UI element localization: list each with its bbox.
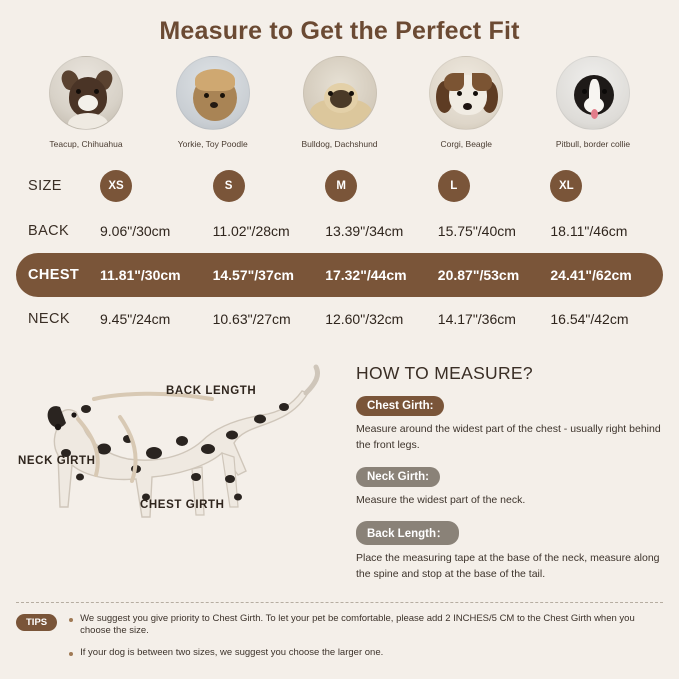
breed-row bbox=[0, 56, 679, 149]
how-to-item-back bbox=[356, 521, 663, 583]
page-title: Measure to Get the Perfect Fit bbox=[159, 17, 520, 45]
how-to-item-chest bbox=[356, 396, 663, 454]
breed-item bbox=[410, 56, 522, 149]
size-cell bbox=[100, 170, 213, 202]
bullet-icon bbox=[69, 652, 73, 656]
table-row-size bbox=[16, 163, 663, 209]
measurement-cell: 11.81"/30cm bbox=[100, 267, 181, 283]
breed-item bbox=[157, 56, 269, 149]
tips-section bbox=[16, 602, 663, 669]
breed-item bbox=[537, 56, 649, 149]
row-label: BACK bbox=[28, 223, 70, 239]
size-badge: XS bbox=[100, 170, 132, 202]
tips-list bbox=[57, 613, 663, 669]
size-cell bbox=[325, 170, 438, 202]
pug-photo bbox=[303, 56, 377, 130]
neck-girth-pill: Neck Girth: bbox=[356, 467, 440, 487]
breed-item bbox=[284, 56, 396, 149]
measurement-cell: 17.32"/44cm bbox=[325, 267, 407, 283]
chest-girth-text: Measure around the widest part of the chest - usually right behind the front legs. bbox=[356, 423, 661, 451]
size-badge: S bbox=[213, 170, 245, 202]
row-label: SIZE bbox=[28, 178, 62, 194]
size-cell bbox=[550, 170, 663, 202]
measurement-cell: 16.54"/42cm bbox=[550, 311, 629, 327]
chest-girth-label: CHEST GIRTH bbox=[140, 499, 225, 511]
back-length-label: BACK LENGTH bbox=[166, 385, 257, 397]
measurement-cell: 11.02"/28cm bbox=[212, 223, 290, 239]
measurement-cell: 14.57"/37cm bbox=[212, 267, 294, 283]
tip-item bbox=[69, 613, 663, 639]
measurement-cell: 18.11"/46cm bbox=[550, 223, 628, 239]
tips-badge: TIPS bbox=[16, 614, 57, 631]
table-row-neck bbox=[16, 297, 663, 341]
size-badge: XL bbox=[550, 170, 582, 202]
breed-caption: Corgi, Beagle bbox=[440, 139, 492, 149]
lower-section bbox=[0, 357, 679, 596]
neck-girth-text: Measure the widest part of the neck. bbox=[356, 493, 526, 506]
measurement-cell: 12.60"/32cm bbox=[325, 311, 404, 327]
tip-item bbox=[69, 647, 663, 660]
measurement-cell: 13.39"/34cm bbox=[325, 223, 404, 239]
breed-caption: Yorkie, Toy Poodle bbox=[177, 139, 248, 149]
chest-girth-pill: Chest Girth: bbox=[356, 396, 444, 416]
breed-caption: Bulldog, Dachshund bbox=[301, 139, 378, 149]
measurement-cell: 14.17"/36cm bbox=[437, 311, 516, 327]
measurement-cell: 20.87"/53cm bbox=[437, 267, 520, 283]
size-cell bbox=[438, 170, 551, 202]
size-table bbox=[0, 163, 679, 341]
row-label: NECK bbox=[28, 311, 70, 327]
border-collie-photo bbox=[556, 56, 630, 130]
breed-caption: Pitbull, border collie bbox=[555, 139, 631, 149]
tip-text: If your dog is between two sizes, we suggest you choose the larger one. bbox=[80, 647, 384, 659]
dog-measurement-diagram bbox=[16, 357, 346, 582]
back-length-pill: Back Length： bbox=[356, 521, 459, 545]
row-label: CHEST bbox=[28, 267, 80, 283]
tip-text: We suggest you give priority to Chest Girth. To let your pet be comfortable, please add 2 INCHES/5 CM to the Chest Girth when you choose the size. bbox=[80, 612, 635, 637]
back-length-text: Place the measuring tape at the base of the neck, measure along the spine and stop at the base of the tail. bbox=[356, 552, 660, 580]
table-row-chest bbox=[16, 253, 663, 297]
how-to-item-neck bbox=[356, 467, 663, 509]
measurement-cell: 15.75"/40cm bbox=[437, 223, 516, 239]
chihuahua-photo bbox=[49, 56, 123, 130]
measurement-cell: 10.63"/27cm bbox=[212, 311, 291, 327]
size-badge: M bbox=[325, 170, 357, 202]
how-to-heading: HOW TO MEASURE? bbox=[356, 363, 533, 383]
size-cell bbox=[213, 170, 326, 202]
size-badge: L bbox=[438, 170, 470, 202]
breed-caption: Teacup, Chihuahua bbox=[49, 139, 123, 149]
table-row-back bbox=[16, 209, 663, 253]
measurement-cell: 9.45"/24cm bbox=[100, 311, 171, 327]
yorkie-photo bbox=[176, 56, 250, 130]
measurement-cell: 24.41"/62cm bbox=[550, 267, 632, 283]
bullet-icon bbox=[69, 618, 73, 622]
how-to-measure-panel bbox=[346, 357, 663, 596]
breed-item bbox=[30, 56, 142, 149]
measurement-cell: 9.06"/30cm bbox=[100, 223, 171, 239]
neck-girth-label: NECK GIRTH bbox=[18, 455, 96, 467]
beagle-photo bbox=[429, 56, 503, 130]
